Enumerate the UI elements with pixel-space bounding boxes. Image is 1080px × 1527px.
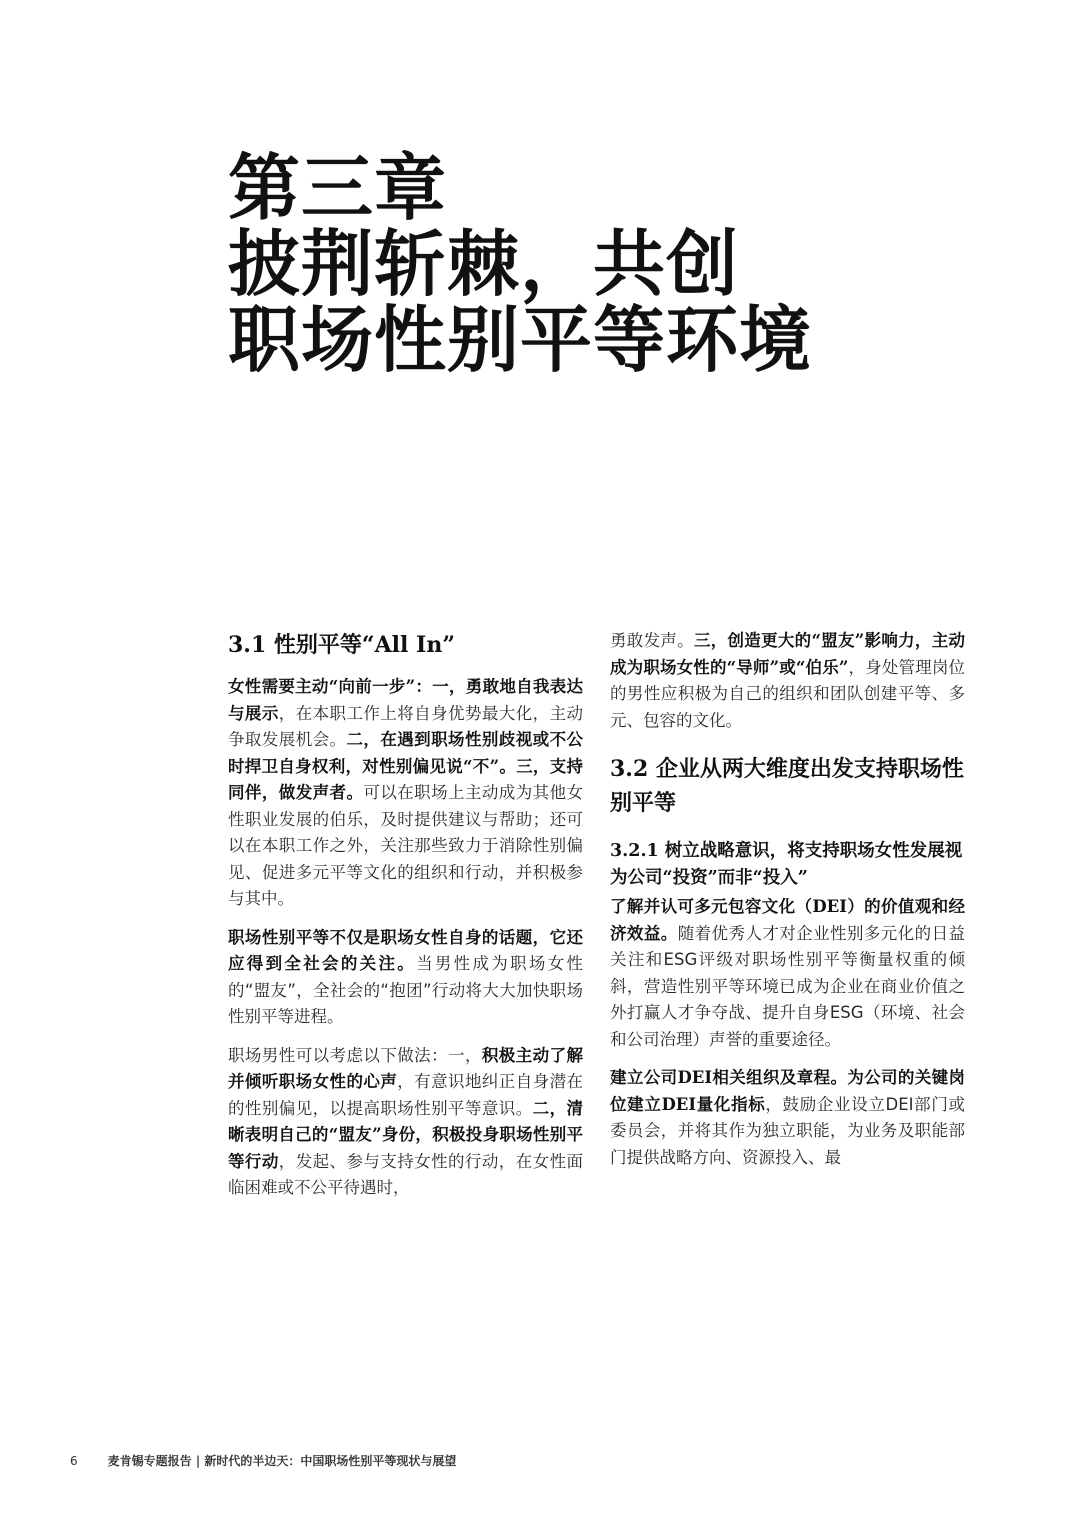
section-heading-3-1: 3.1 性别平等“All In” [228, 632, 455, 658]
body-text: ，发起、参与支持女性的行动，在女性面临困难或不公平待遇时， [228, 1151, 584, 1197]
paragraph-women-step-forward [228, 674, 583, 913]
page-number: 6 [70, 1454, 78, 1468]
chapter-title-line-3: 职场性别平等环境 [228, 297, 813, 382]
body-text: ，鼓励企业设立DEI部门或委员会，并将其作为独立职能，为业务及职能部门提供战略方向、资源投入、最 [610, 1094, 965, 1167]
paragraph-men-actions [228, 1043, 583, 1202]
chapter-title-line-1: 第三章 [228, 145, 448, 230]
right-column [610, 628, 965, 1183]
body-text: 勇敢发声。 [610, 631, 694, 650]
chapter-title [228, 145, 988, 382]
paragraph-continued [610, 628, 965, 734]
left-column [228, 628, 583, 1214]
bold-text: 建立公司DEI相关组织及章程。为公司的关键岗位建立DEI量化指标 [610, 1068, 965, 1114]
paragraph-dei-value [610, 894, 965, 1053]
body-text: 可以在职场上主动成为其他女性职业发展的伯乐，及时提供建议与帮助；还可以在本职工作之外，关注那些致力于消除性别偏见、促进多元平等文化的组织和行动，并积极参与其中。 [228, 783, 584, 908]
bold-text: 了解并认可多元包容文化（DEI）的价值观和经济效益。 [610, 897, 965, 943]
body-text: 当男性成为职场女性的“盟友”，全社会的“抱团”行动将大大加快职场性别平等进程。 [228, 954, 584, 1026]
body-text: ，有意识地纠正自身潜在的性别偏见，以提高职场性别平等意识。 [228, 1072, 584, 1118]
chapter-title-line-2: 披荆斩棘，共创 [228, 221, 740, 306]
bold-text: 积极主动了解并倾听职场女性的心声 [228, 1045, 584, 1091]
body-text: 职场男性可以考虑以下做法：一， [228, 1045, 482, 1065]
paragraph-dei-organization [610, 1065, 965, 1171]
footer-report-title: 麦肯锡专题报告 | 新时代的半边天：中国职场性别平等现状与展望 [107, 1454, 457, 1468]
paragraph-society-attention [228, 925, 583, 1031]
bold-text: 职场性别平等不仅是职场女性自身的话题，它还应得到全社会的关注。 [228, 927, 583, 973]
bold-text: 三，创造更大的“盟友”影响力，主动成为职场女性的“导师”或“伯乐” [610, 631, 966, 677]
bold-text: 女性需要主动“向前一步”：一，勇敢地自我表达与展示 [228, 677, 583, 723]
body-text: 随着优秀人才对企业性别多元化的日益关注和ESG评级对职场性别平等衡量权重的倾斜，营造性别平等环境已成为企业在商业价值之外打赢人才争夺战、提升自身ESG（环境、社会和公司治理）声誉的重要途径。 [610, 923, 966, 1049]
bold-text: 二，在遇到职场性别歧视或不公时捍卫自身权利，对性别偏见说“不”。三，支持同伴，做发声者。 [228, 730, 584, 802]
subsection-heading-3-2-1: 3.2.1 树立战略意识，将支持职场女性发展视为公司“投资”而非“投入” [610, 841, 963, 888]
body-text: ，在本职工作上将自身优势最大化，主动争取发展机会。 [228, 703, 584, 749]
page-footer [70, 1452, 456, 1469]
bold-text: 二，清晰表明自己的“盟友”身份，积极投身职场性别平等行动 [228, 1098, 584, 1171]
section-heading-3-2: 3.2 企业从两大维度出发支持职场性别平等 [610, 756, 964, 816]
body-text: ，身处管理岗位的男性应积极为自己的组织和团队创建平等、多元、包容的文化。 [610, 657, 965, 730]
